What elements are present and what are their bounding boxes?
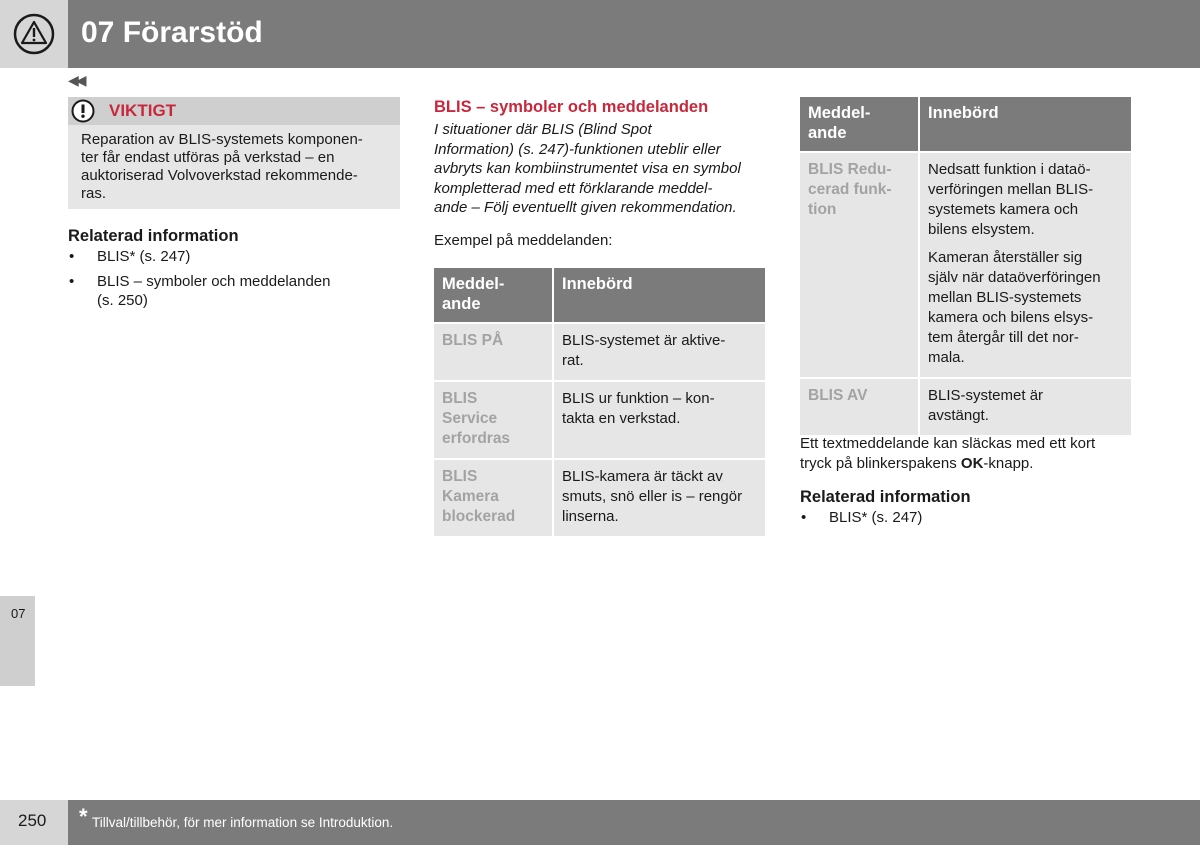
bullet: • [69, 248, 75, 265]
messages-table-1 [432, 266, 767, 538]
meaning-paragraph [928, 248, 1123, 368]
meaning-text: BLIS-systemet är aktive- [562, 332, 726, 349]
meaning-text: takta en verkstad. [562, 410, 681, 427]
meaning-text: verföringen mellan BLIS- [928, 181, 1094, 198]
meaning-text: linserna. [562, 508, 619, 525]
ok-button-label: OK [960, 455, 984, 472]
warning-text-line: auktoriserad Volvoverkstad rekommende- [81, 167, 358, 184]
warning-triangle-icon [13, 13, 55, 55]
related-info-title: Relaterad information [68, 227, 239, 245]
meaning-text: BLIS ur funktion – kon- [562, 390, 715, 407]
bullet: • [69, 273, 75, 290]
header-text: Meddel- [442, 275, 505, 293]
example-label: Exempel på meddelanden: [434, 232, 613, 249]
table-row [434, 460, 765, 536]
bullet: • [801, 509, 807, 526]
key-text: blockerad [442, 508, 516, 525]
warning-text [81, 131, 391, 203]
dismiss-note [800, 434, 1140, 474]
intro-line: avbryts kan kombiinstrumentet visa en symbol [434, 160, 741, 177]
intro-line: Information) (s. 247)-funktionen uteblir eller [434, 140, 721, 158]
meaning-text: BLIS-systemet är [928, 387, 1044, 404]
meaning-text: mellan BLIS-systemets [928, 289, 1082, 306]
header-text: Meddel- [808, 104, 871, 122]
related-link-blis-symbols[interactable] [68, 272, 388, 310]
message-key [434, 324, 552, 380]
intro-line: I situationer där BLIS (Blind Spot [434, 121, 652, 138]
meaning-text: Kameran återställer sig [928, 249, 1083, 266]
meaning-text: mala. [928, 349, 965, 366]
warning-text-line: ras. [81, 185, 107, 202]
message-meaning [554, 460, 765, 536]
table-row [800, 379, 1131, 435]
footnote-text: Tillval/tillbehör, för mer information se Introduktion. [92, 815, 394, 830]
related-info-list [68, 247, 388, 316]
meaning-text: kamera och bilens elsys- [928, 309, 1094, 326]
meaning-text: smuts, snö eller is – rengör [562, 488, 743, 505]
related-link-text: (s. 250) [97, 292, 148, 309]
header-text: Innebörd [928, 104, 999, 122]
header-message [800, 97, 918, 151]
table-row [434, 382, 765, 458]
message-key [800, 379, 918, 435]
message-key [434, 460, 552, 536]
meaning-text: BLIS-kamera är täckt av [562, 468, 723, 485]
header-message [434, 268, 552, 322]
table-row [434, 324, 765, 380]
table-row [800, 153, 1131, 377]
message-meaning [554, 382, 765, 458]
meaning-text: avstängt. [928, 407, 989, 424]
key-text: tion [808, 201, 837, 218]
key-text: cerad funk- [808, 181, 892, 198]
related-link-blis[interactable] [800, 508, 1120, 527]
message-key [800, 153, 918, 377]
meaning-text: själv när dataöverföringen [928, 269, 1101, 286]
key-text: Service [442, 410, 498, 427]
message-key [434, 382, 552, 458]
note-text: -knapp. [983, 455, 1034, 472]
meaning-text: Nedsatt funktion i dataö- [928, 161, 1091, 178]
related-info-list [800, 508, 1120, 533]
meaning-paragraph [928, 386, 1123, 426]
chapter-header [0, 0, 1200, 68]
table-header-row [800, 97, 1131, 151]
footnote-star: * [79, 804, 88, 829]
header-meaning [554, 268, 765, 322]
related-link-blis[interactable] [68, 247, 388, 266]
related-info-title: Relaterad information [800, 488, 971, 506]
header-text: ande [442, 295, 481, 313]
key-text: BLIS [442, 468, 478, 485]
key-text: BLIS AV [808, 387, 868, 404]
back-arrows-icon[interactable]: ◀◀ [68, 72, 84, 88]
meaning-text: tem återgår till det nor- [928, 329, 1079, 346]
key-text: Kamera [442, 488, 499, 505]
warning-text-line: Reparation av BLIS-systemets komponen- [81, 131, 363, 148]
message-meaning [920, 153, 1131, 377]
related-link-text: BLIS* (s. 247) [97, 248, 191, 265]
meaning-paragraph [928, 160, 1123, 240]
note-line [800, 454, 1140, 474]
messages-table-2 [798, 95, 1133, 437]
related-link-text: BLIS – symboler och meddelanden [97, 273, 331, 290]
meaning-text: systemets kamera och [928, 201, 1079, 218]
key-text: BLIS PÅ [442, 332, 504, 349]
chapter-tab-label: 07 [11, 606, 26, 621]
table-header-row [434, 268, 765, 322]
intro-line: kompletterad med ett förklarande meddel- [434, 179, 713, 197]
note-text: tryck på blinkerspakens [800, 455, 961, 472]
exclamation-circle-icon [70, 99, 96, 123]
key-text: erfordras [442, 430, 511, 447]
warning-title: VIKTIGT [109, 101, 177, 120]
key-text: BLIS [442, 390, 478, 407]
header-text: ande [808, 124, 847, 142]
meaning-text: bilens elsystem. [928, 221, 1035, 238]
page-number: 250 [18, 811, 47, 830]
chapter-title: 07 Förarstöd [81, 16, 263, 49]
section-title: BLIS – symboler och meddelanden [434, 98, 709, 116]
meaning-text: rat. [562, 352, 584, 369]
chapter-side-tab[interactable] [0, 596, 35, 686]
header-meaning [920, 97, 1131, 151]
message-meaning [920, 379, 1131, 435]
warning-header [68, 97, 400, 125]
intro-line: ande – Följ eventuellt given rekommendation. [434, 199, 737, 216]
warning-icon-box [0, 0, 68, 68]
related-link-text: BLIS* (s. 247) [829, 509, 923, 526]
important-warning-box [68, 97, 400, 209]
note-line: Ett textmeddelande kan släckas med ett kort [800, 435, 1096, 452]
message-meaning [554, 324, 765, 380]
section-intro [434, 120, 774, 218]
header-text: Innebörd [562, 275, 633, 293]
warning-text-line: ter får endast utföras på verkstad – en [81, 149, 335, 166]
key-text: BLIS Redu- [808, 161, 892, 178]
